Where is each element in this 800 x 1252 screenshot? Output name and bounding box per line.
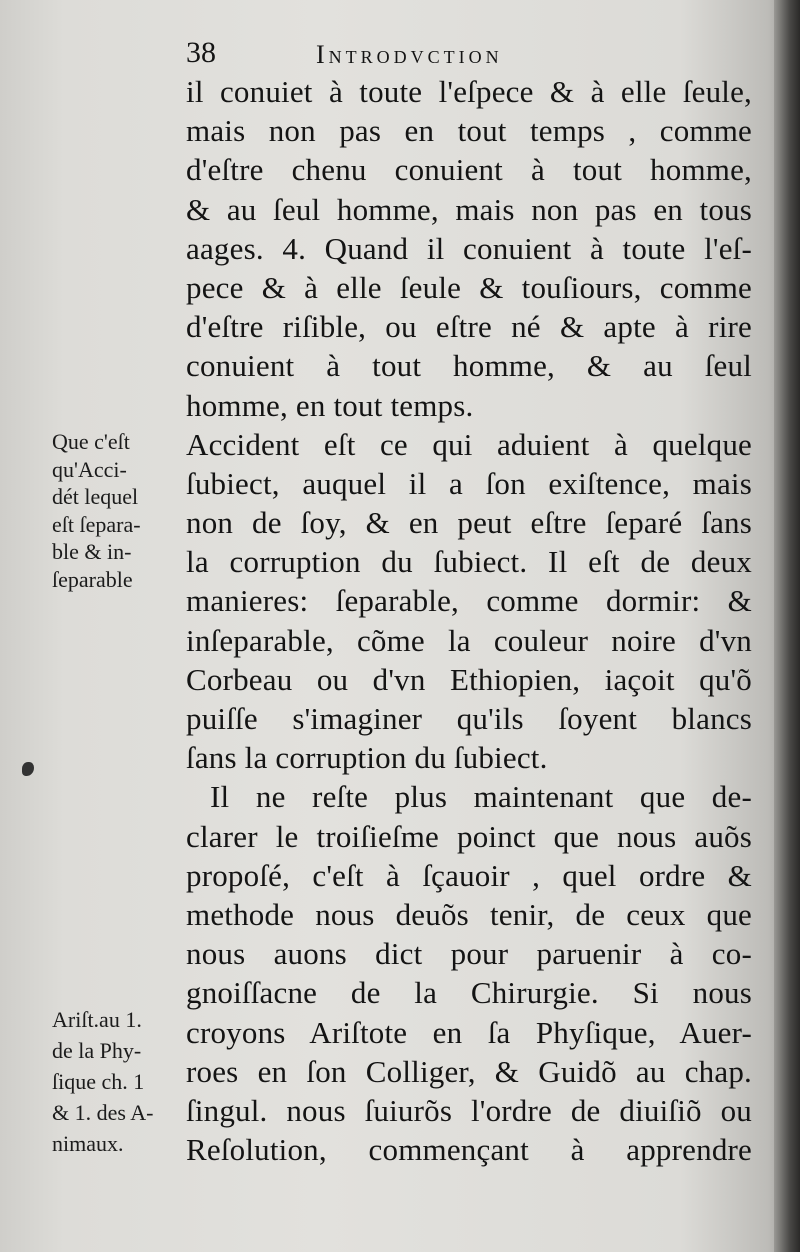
- text-line: d'eſtre riſible, ou eſtre né & apte à rire: [186, 309, 752, 345]
- margin-note-line: dét lequel: [52, 484, 139, 509]
- main-text-block: [186, 72, 752, 1169]
- page-number: 38: [186, 36, 216, 69]
- text-line: puiſſe s'imaginer qu'ils ſoyent blancs: [186, 701, 752, 736]
- margin-note-line: & 1. des A-: [52, 1100, 154, 1125]
- text-line: roes en ſon Colliger, & Guidõ au chap.: [186, 1053, 752, 1089]
- text-line: homme, en tout temps.: [186, 387, 474, 423]
- margin-note-line: ble & in-: [52, 539, 132, 564]
- text-line: manieres: ſeparable, comme dormir: &: [186, 583, 752, 619]
- margin-note-line: ſique ch. 1: [52, 1069, 145, 1094]
- margin-note-line: eſt ſepara-: [52, 511, 141, 537]
- text-line: mais non pas en tout temps , comme: [186, 113, 752, 149]
- margin-note-line: de la Phy-: [52, 1038, 142, 1063]
- text-line: non de ſoy, & en peut eſtre ſeparé ſans: [186, 505, 752, 541]
- text-line: aages. 4. Quand il conuient à toute l'eſ-: [186, 230, 752, 266]
- running-title: Introdvction: [316, 40, 503, 69]
- text-line: ſubiect, auquel il a ſon exiſtence, mais: [186, 465, 752, 501]
- text-line: d'eſtre chenu conuient à tout homme,: [186, 152, 752, 188]
- text-line: ſingul. nous ſuiurõs l'ordre de diuiſiõ ou: [186, 1092, 752, 1128]
- text-line: nous auons dict pour paruenir à co-: [186, 936, 752, 972]
- margin-note-line: ſeparable: [52, 566, 133, 592]
- text-line: propoſé, c'eſt à ſçauoir , quel ordre &: [186, 857, 752, 893]
- text-line: la corruption du ſubiect. Il eſt de deux: [186, 544, 752, 580]
- margin-note-accident: [52, 428, 178, 593]
- margin-note-line: Ariſt.au 1.: [52, 1007, 142, 1032]
- text-line: il conuiet à toute l'eſpece & à elle ſeule,: [186, 74, 752, 109]
- text-line: inſeparable, cõme la couleur noire d'vn: [186, 622, 752, 658]
- margin-note-aristotle: [52, 1004, 178, 1159]
- text-line: Accident eſt ce qui aduient à quelque: [186, 426, 752, 462]
- text-line: Corbeau ou d'vn Ethiopien, iaçoit qu'õ: [186, 661, 752, 697]
- text-line: conuient à tout homme, & au ſeul: [186, 348, 752, 384]
- margin-note-line: Que c'eſt: [52, 429, 130, 454]
- text-line: & au ſeul homme, mais non pas en tous: [186, 191, 752, 227]
- page-gutter-edge: [774, 0, 800, 1252]
- text-line: methode nous deuõs tenir, de ceux que: [186, 896, 752, 932]
- text-line: Reſolution, commençant à apprendre: [186, 1132, 752, 1168]
- text-line: gnoiſſacne de la Chirurgie. Si nous: [186, 975, 752, 1011]
- text-line: croyons Ariſtote en ſa Phyſique, Auer-: [186, 1014, 752, 1050]
- margin-note-line: nimaux.: [52, 1131, 124, 1156]
- text-line: clarer le troiſieſme poinct que nous auõs: [186, 818, 752, 854]
- text-line: ſans la corruption du ſubiect.: [186, 740, 548, 776]
- text-line: Il ne reſte plus maintenant que de-: [210, 779, 752, 815]
- margin-note-line: qu'Acci-: [52, 456, 127, 482]
- page-header: [186, 36, 726, 70]
- text-line: pece & à elle ſeule & touſiours, comme: [186, 269, 752, 305]
